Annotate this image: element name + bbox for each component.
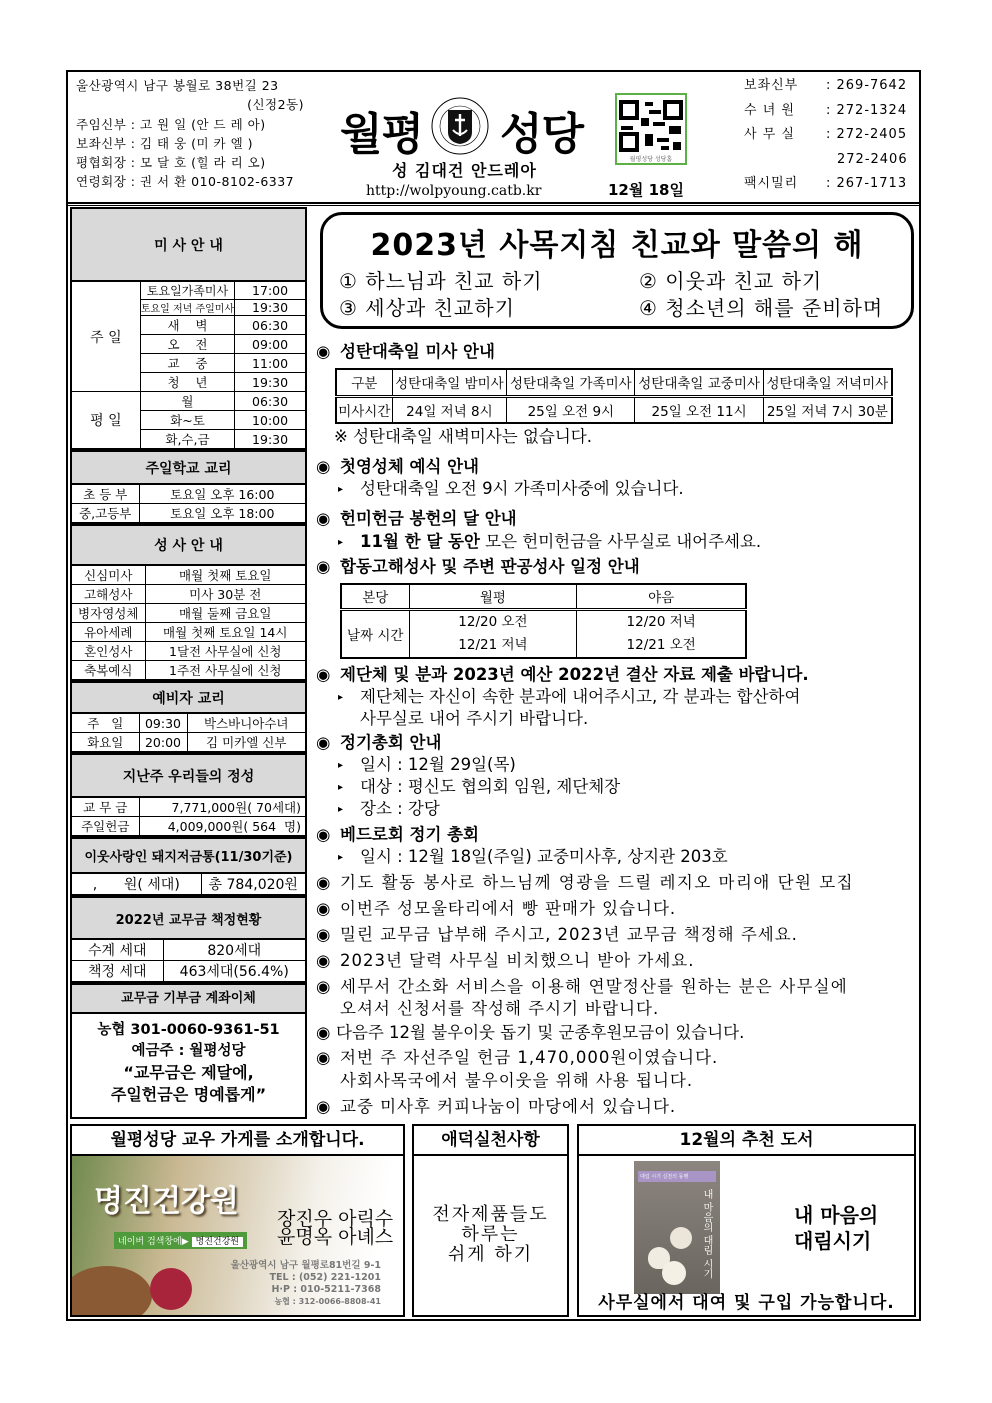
triangle-bullet-icon: ▸	[338, 851, 344, 863]
heading-text: 헌미헌금 봉헌의 달 안내	[340, 509, 517, 528]
sacrament-name: 고해성사	[71, 585, 145, 604]
heading-text: 베드로회 정기 총회	[340, 825, 480, 844]
offering-table	[70, 753, 307, 837]
search-banner-box: 명진건강원	[192, 1237, 243, 1247]
heading-text: 제단체 및 분과 2023년 예산 2022년 결산 자료 제출 바랍니다.	[340, 665, 809, 684]
sacraments-table	[70, 524, 307, 681]
dues-label: 책정 세대	[71, 961, 163, 983]
sunday-label: 주 일	[71, 281, 140, 392]
phone-number: 267-1713	[836, 176, 908, 191]
website-link[interactable]: http://wolpyoung.catb.kr	[366, 183, 542, 199]
book-box	[577, 1124, 916, 1317]
sacraments-title: 성 사 안 내	[71, 525, 306, 565]
sacrament-info: 미사 30분 전	[145, 585, 306, 604]
account-box	[70, 983, 307, 1119]
book-cover-tag: 대림 시기 실천의 동행	[638, 1171, 716, 1182]
table-cell: 25일 오전 9시	[507, 396, 635, 423]
mass-name: 오 전	[140, 335, 234, 354]
table-header: 야음	[577, 584, 746, 609]
book-name	[794, 1202, 878, 1254]
mass-name: 화,수,금	[140, 430, 234, 450]
pastoral-goal: ③ 세상과 친교하기	[339, 296, 515, 320]
staff-row: 연령회장 : 권 서 환 010-8102-6337	[76, 174, 295, 190]
notice-item	[316, 872, 854, 894]
sacrament-name: 병자영성체	[71, 604, 145, 623]
class-time: 토요일 오후 18:00	[139, 504, 306, 524]
phone-row	[744, 148, 914, 173]
church-emblem-icon	[430, 96, 490, 156]
table-header: 성탄대축일 밤미사	[392, 369, 507, 396]
address-line: (신정2동)	[247, 97, 304, 113]
offering-amount: 7,771,000원( 70세대)	[139, 797, 306, 817]
notice-text: 2023년 달력 사무실 비치했으니 받아 가세요.	[340, 951, 695, 970]
table-cell: 12/21 저녁	[458, 636, 528, 653]
book-cover-title: 내 마음의 대림 시기	[701, 1189, 712, 1279]
phone-label: 보좌신부	[744, 78, 799, 93]
notice-text: 다음주 12월 불우이웃 돕기 및 군종후원모금이 있습니다.	[336, 1023, 745, 1042]
notice-item	[316, 898, 676, 920]
triangle-bullet-icon: ▸	[338, 803, 344, 815]
detail-line	[338, 754, 516, 777]
staff-role: 보좌신부	[76, 135, 127, 151]
detail-line	[338, 798, 440, 821]
heading-text: 성탄대축일 미사 안내	[340, 342, 495, 361]
detail-text: 성탄대축일 오전 9시 가족미사중에 있습니다.	[360, 479, 684, 498]
sacrament-name: 유아세례	[71, 623, 145, 642]
table-row-label: 날짜 시간	[341, 609, 409, 658]
notice-text: 사회사목국에서 불우이웃을 위해 사용 됩니다.	[340, 1071, 694, 1090]
christmas-mass-table	[335, 368, 893, 424]
class-name: 중,고등부	[71, 504, 139, 524]
notice-text: 저번 주 자선주일 헌금 1,470,000원이였습니다.	[340, 1048, 719, 1067]
store-ad-image	[72, 1156, 403, 1315]
mass-name: 화~토	[140, 411, 234, 430]
pastoral-goal: ④ 청소년의 해를 준비하며	[639, 296, 884, 320]
mass-time: 09:00	[235, 335, 306, 354]
qr-caption: 월평성당 성당홈	[629, 156, 673, 163]
detail-bold: 11월 한 달 동안	[360, 532, 480, 551]
mass-time: 10:00	[235, 411, 306, 430]
table-header: 성탄대축일 저녁미사	[763, 369, 892, 396]
book-availability-note: 사무실에서 대여 및 구입 가능합니다.	[598, 1293, 895, 1313]
notice-item	[316, 1022, 744, 1044]
bullet-icon: ◉	[316, 557, 331, 576]
sacrament-name: 축복예식	[71, 661, 145, 681]
dues-value: 820세대	[163, 939, 306, 961]
bullet-icon: ◉	[316, 1097, 332, 1116]
section-heading	[316, 456, 479, 478]
catechumen-table	[70, 681, 307, 753]
dues-title: 2022년 교무금 책정현황	[71, 897, 306, 939]
notice-text: 밀린 교무금 납부해 주시고, 2023년 교무금 책정해 주세요.	[340, 925, 798, 944]
charity-box	[412, 1124, 569, 1317]
table-cell: 12/20 저녁	[626, 613, 696, 630]
section-heading	[316, 508, 517, 530]
patron-saint: 성 김대건 안드레아	[392, 161, 537, 180]
mass-name: 교 중	[140, 354, 234, 373]
phone-list	[744, 74, 914, 197]
table-cell: 25일 저녁 7시 30분	[763, 396, 892, 423]
book-name-line: 대림시기	[794, 1229, 872, 1253]
church-name-left: 월평	[340, 109, 424, 160]
sacrament-info: 1주전 사무실에 신청	[145, 661, 306, 681]
sunday-school-table	[70, 450, 307, 524]
phone-label: 수 녀 원	[744, 102, 795, 118]
bullet-icon: ◉	[316, 873, 332, 892]
section-heading	[316, 732, 441, 754]
class-time: 20:00	[139, 733, 187, 753]
charity-line: 전자제품들도	[432, 1204, 549, 1225]
notice-text: 세무서 간소화 서비스을 이용해 연말정산를 원하는 분은 사무실에	[340, 977, 848, 996]
piggy-bank-total: 총 784,020원	[201, 873, 306, 895]
sacrament-info: 매월 첫째 토요일	[145, 565, 306, 585]
mass-title: 미 사 안 내	[71, 208, 306, 281]
notice-item	[316, 976, 848, 998]
class-time: 09:30	[139, 713, 187, 733]
phone-row: 수 녀 원 : 272-1324	[744, 99, 914, 124]
sacrament-info: 1달전 사무실에 신청	[145, 642, 306, 661]
piggy-bank-title: 이웃사랑인 돼지저금통(11/30기준)	[71, 838, 306, 873]
detail-line	[338, 478, 684, 501]
staff-role: 평협회장	[76, 155, 127, 171]
mass-time: 19:30	[235, 300, 306, 316]
detail-text: 일시 : 12월 18일(주일) 교중미사후, 상지관 203호	[360, 847, 728, 866]
offering-title: 지난주 우리들의 정성	[71, 754, 306, 797]
mass-name: 토요일가족미사	[140, 281, 234, 300]
triangle-bullet-icon: ▸	[338, 483, 344, 495]
staff-name: 권 서 환 010-8102-6337	[139, 174, 295, 190]
store-bank: 농협 : 312-0066-8808-41	[274, 1297, 381, 1306]
mass-schedule-table	[70, 207, 307, 450]
phone-number: 272-2406	[837, 151, 908, 167]
mass-name: 토요일 저녁 주일미사	[140, 300, 234, 316]
motto-line: 주일헌금은 명예롭게”	[110, 1085, 267, 1104]
christmas-note: ※ 성탄대축일 새벽미사는 없습니다.	[334, 427, 592, 446]
bullet-icon: ◉	[316, 977, 332, 996]
bullet-icon: ◉	[316, 899, 332, 918]
pastoral-goal: ② 이웃과 친교 하기	[639, 269, 823, 293]
mass-time: 19:30	[235, 373, 306, 392]
mass-time: 19:30	[235, 430, 306, 450]
account-holder: 예금주 : 월평성당	[131, 1043, 246, 1059]
detail-line	[338, 531, 761, 554]
table-cell: 25일 오전 11시	[635, 396, 763, 423]
mass-time: 11:00	[235, 354, 306, 373]
bullet-icon: ◉	[316, 951, 332, 970]
detail-text: 모은 헌미헌금을 사무실로 내어주세요.	[479, 532, 762, 551]
store-name: 명진건강원	[94, 1184, 239, 1219]
detail-text: 장소 : 강당	[360, 799, 440, 818]
notice-text: 기도 활동 봉사로 하느님께 영광을 드릴 레지오 마리애 단원 모집	[340, 873, 855, 892]
book-title: 12월의 추천 도서	[579, 1126, 914, 1156]
class-day: 주 일	[71, 713, 139, 733]
charity-line: 쉬게 하기	[447, 1244, 534, 1265]
owner-name: 윤명옥 아녜스	[277, 1226, 394, 1248]
class-time: 토요일 오후 16:00	[139, 484, 306, 504]
staff-row: 주임신부 : 고 원 일 (안 드 레 아)	[76, 116, 266, 132]
account-title: 교무금 기부금 계좌이체	[72, 985, 305, 1014]
class-day: 화요일	[71, 733, 139, 753]
dues-table	[70, 896, 307, 983]
table-header: 구분	[336, 369, 392, 396]
dues-label: 수계 세대	[71, 939, 163, 961]
confession-table	[340, 583, 747, 659]
store-tel: TEL : (052) 221-1201	[269, 1272, 381, 1283]
store-contact	[231, 1260, 381, 1308]
weekday-label: 평 일	[71, 392, 140, 450]
store-owners	[277, 1210, 393, 1246]
section-heading	[316, 341, 495, 363]
dues-value: 463세대(56.4%)	[163, 961, 306, 983]
notice-text: 이번주 성모울타리에서 빵 판매가 있습니다.	[340, 899, 677, 918]
notice-text: 오셔서 신청서를 작성해 주시기 바랍니다.	[340, 999, 660, 1018]
staff-name: 모 달 호 (힐 라 리 오)	[139, 155, 266, 171]
table-header: 월평	[409, 584, 577, 609]
sunday-school-title: 주일학교 교리	[71, 451, 306, 484]
book-cover-image	[634, 1161, 720, 1294]
staff-name: 고 원 일 (안 드 레 아)	[139, 116, 266, 132]
notice-item	[316, 1096, 676, 1118]
table-header: 성탄대축일 가족미사	[507, 369, 635, 396]
charity-title: 애덕실천사항	[414, 1126, 567, 1156]
owner-name: 장진우 아릭수	[277, 1208, 394, 1230]
bank-account: 농협 301-0060-9361-51	[97, 1022, 280, 1038]
detail-line	[338, 686, 800, 709]
phone-number: 269-7642	[836, 78, 908, 93]
mass-time: 06:30	[235, 316, 306, 335]
catechumen-title: 예비자 교리	[71, 682, 306, 713]
phone-row: 보좌신부 : 269-7642	[744, 74, 914, 99]
detail-text: 제단체는 자신이 속한 분과에 내어주시고, 각 분과는 합산하여	[360, 687, 801, 706]
sacrament-info: 매월 첫째 토요일 14시	[145, 623, 306, 642]
notice-item	[316, 1047, 718, 1069]
header-info	[76, 76, 306, 192]
bullet-icon: ◉	[316, 733, 331, 752]
pastoral-goal: ① 하느님과 친교 하기	[339, 269, 543, 293]
triangle-bullet-icon: ▸	[338, 759, 344, 771]
phone-row: 팩시밀리 : 267-1713	[744, 172, 914, 197]
triangle-bullet-icon: ▸	[338, 691, 344, 703]
phone-row: 사 무 실 : 272-2405	[744, 123, 914, 148]
table-header: 성탄대축일 교중미사	[635, 369, 763, 396]
bullet-icon: ◉	[316, 665, 331, 684]
staff-row: 평협회장 : 모 달 호 (힐 라 리 오)	[76, 155, 266, 171]
triangle-bullet-icon: ▸	[338, 781, 344, 793]
piggy-bank-households: , 원( 세대)	[71, 873, 201, 895]
section-heading	[316, 824, 479, 846]
notice-item	[316, 924, 798, 946]
store-mobile: H·P : 010-5211-7368	[271, 1284, 381, 1295]
store-ad-title: 월평성당 교우 가게를 소개합니다.	[72, 1126, 403, 1156]
bullet-icon: ◉	[316, 457, 331, 476]
phone-label: 팩시밀리	[744, 176, 799, 191]
table-cell: 미사시간	[336, 396, 392, 423]
motto-line: “교무금은 제달에,	[123, 1063, 254, 1082]
table-cell: 12/20 오전	[458, 613, 528, 630]
bullet-icon: ◉	[316, 1048, 332, 1067]
mass-time: 06:30	[235, 392, 306, 411]
mass-name: 청 년	[140, 373, 234, 392]
heading-text: 첫영성체 예식 안내	[340, 457, 480, 476]
store-address: 울산광역시 남구 월평로81번길 9-1	[230, 1260, 381, 1271]
table-cell: 12/21 오전	[626, 636, 696, 653]
sacrament-info: 매월 둘째 금요일	[145, 604, 306, 623]
class-name: 초 등 부	[71, 484, 139, 504]
offering-type: 주일헌금	[71, 817, 139, 837]
notice-item	[316, 950, 694, 972]
bullet-icon: ◉	[316, 1023, 331, 1042]
charity-line: 하루는	[461, 1224, 520, 1245]
staff-role: 연령회장	[76, 174, 127, 190]
offering-amount: 4,009,000원( 564 명)	[139, 817, 306, 837]
staff-name: 김 태 웅 (미 카 엘 )	[139, 135, 254, 151]
offering-type: 교 무 금	[71, 797, 139, 817]
search-banner-label: 네이버 검색창에▶	[118, 1237, 189, 1247]
phone-number: 272-2405	[836, 127, 908, 142]
mass-name: 월	[140, 392, 234, 411]
header-divider	[66, 202, 921, 206]
heading-text: 정기총회 안내	[340, 733, 442, 752]
bullet-icon: ◉	[316, 925, 332, 944]
staff-role: 주임신부	[76, 116, 127, 132]
pastoral-theme-box	[320, 212, 914, 329]
triangle-bullet-icon: ▸	[338, 536, 344, 548]
book-name-line: 내 마음의	[794, 1203, 879, 1227]
mass-name: 새 벽	[140, 316, 234, 335]
church-name-right: 성당	[500, 109, 584, 160]
detail-text: 일시 : 12월 29일(목)	[360, 755, 516, 774]
mass-time: 17:00	[235, 281, 306, 300]
bulletin-date: 12월 18일	[608, 181, 684, 199]
store-ad-box	[70, 1124, 405, 1317]
bullet-icon: ◉	[316, 825, 331, 844]
detail-line	[338, 776, 620, 799]
phone-label: 사 무 실	[744, 127, 795, 142]
bullet-icon: ◉	[316, 342, 331, 361]
class-teacher: 박스바니아수녀	[187, 713, 306, 733]
heading-text: 합동고해성사 및 주변 판공성사 일정 안내	[340, 557, 640, 576]
class-teacher: 김 미카엘 신부	[187, 733, 306, 753]
section-heading	[316, 556, 640, 578]
bullet-icon: ◉	[316, 509, 331, 528]
sacrament-name: 혼인성사	[71, 642, 145, 661]
sacrament-name: 신심미사	[71, 565, 145, 585]
staff-row: 보좌신부 : 김 태 웅 (미 카 엘 )	[76, 135, 254, 151]
qr-code[interactable]	[615, 93, 687, 165]
phone-number: 272-1324	[836, 102, 908, 118]
pastoral-theme-title: 2023년 사목지침 친교와 말씀의 해	[370, 228, 864, 263]
address-line: 울산광역시 남구 봉월로 38번길 23	[76, 78, 279, 93]
notice-text: 교중 미사후 커피나눔이 마당에서 있습니다.	[340, 1097, 677, 1116]
detail-line	[338, 846, 728, 869]
search-banner	[114, 1232, 247, 1249]
piggy-bank-table	[70, 837, 307, 896]
detail-text: 대상 : 평신도 협의회 임원, 제단체장	[360, 777, 621, 796]
table-header: 본당	[341, 584, 409, 609]
section-heading	[316, 664, 809, 686]
table-cell: 24일 저녁 8시	[392, 396, 507, 423]
detail-text: 사무실로 내어 주시기 바랍니다.	[360, 709, 589, 728]
